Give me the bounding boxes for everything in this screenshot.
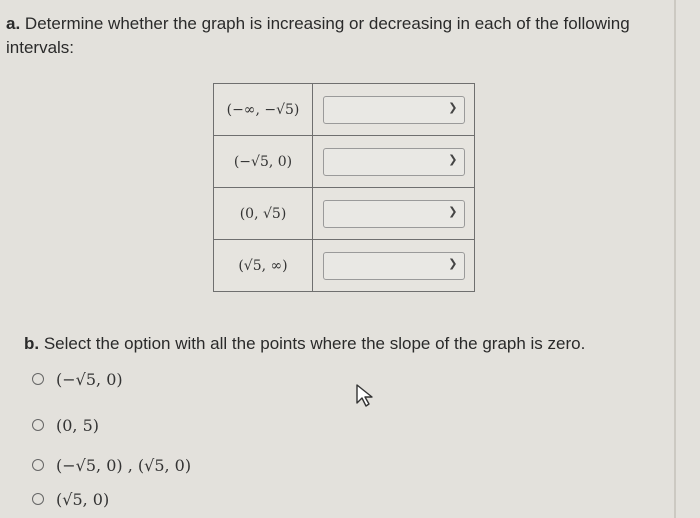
- option-label: (0, 5): [56, 416, 100, 435]
- question-b-label: b.: [24, 334, 40, 353]
- interval-table: [213, 83, 475, 292]
- interval-label: (0, √5): [214, 188, 313, 240]
- interval-label: (−∞, −√5): [214, 84, 313, 136]
- table-row: [214, 84, 475, 136]
- trend-dropdown-2[interactable]: [323, 148, 465, 176]
- chevron-down-icon: ❯: [448, 204, 458, 218]
- radio-icon[interactable]: [32, 419, 44, 431]
- trend-dropdown-4[interactable]: [323, 252, 465, 280]
- question-a-label: a.: [6, 14, 21, 33]
- trend-dropdown-3[interactable]: [323, 200, 465, 228]
- question-b-text: Select the option with all the points where the slope of the graph is zero.: [39, 334, 586, 353]
- mouse-pointer-icon: [355, 383, 377, 409]
- option-label: (−√5, 0) , (√5, 0): [56, 456, 192, 475]
- chevron-down-icon: ❯: [448, 100, 458, 114]
- radio-option-1[interactable]: [32, 370, 123, 389]
- radio-option-3[interactable]: [32, 456, 191, 475]
- question-a-text: Determine whether the graph is increasing or decreasing in each of the following intervals:: [6, 14, 630, 57]
- question-a: [6, 12, 666, 60]
- trend-dropdown-1[interactable]: [323, 96, 465, 124]
- question-b: [24, 332, 585, 356]
- radio-icon[interactable]: [32, 373, 44, 385]
- table-row: [214, 240, 475, 292]
- radio-icon[interactable]: [32, 459, 44, 471]
- page-edge-divider: [674, 0, 676, 518]
- chevron-down-icon: ❯: [448, 152, 458, 166]
- radio-icon[interactable]: [32, 493, 44, 505]
- interval-label: (√5, ∞): [214, 240, 313, 292]
- chevron-down-icon: ❯: [448, 256, 458, 270]
- radio-option-4[interactable]: [32, 490, 109, 509]
- option-label: (√5, 0): [56, 490, 110, 509]
- table-row: [214, 136, 475, 188]
- radio-option-2[interactable]: [32, 416, 99, 435]
- option-label: (−√5, 0): [56, 370, 123, 389]
- interval-label: (−√5, 0): [214, 136, 313, 188]
- table-row: [214, 188, 475, 240]
